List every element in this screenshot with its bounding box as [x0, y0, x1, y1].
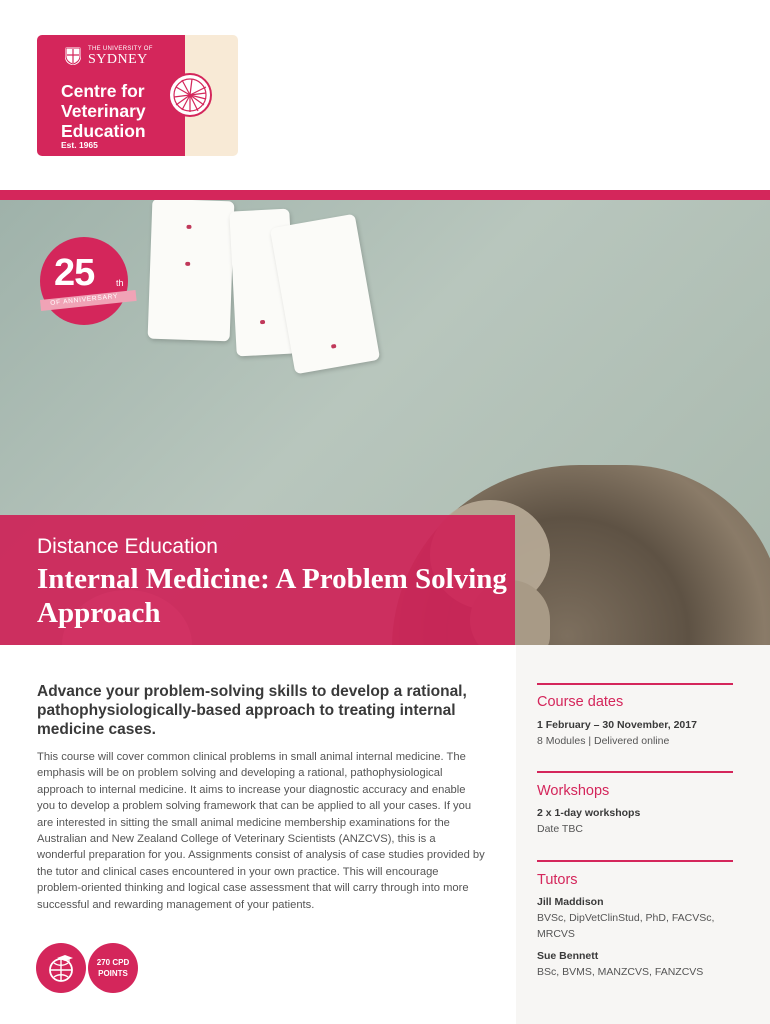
- established-label: Est. 1965: [61, 140, 98, 150]
- online-learning-icon: [36, 943, 86, 993]
- workshops-rule: [537, 771, 733, 773]
- university-crest-icon: [65, 47, 81, 65]
- course-title: Internal Medicine: A Problem Solving Approach: [37, 563, 507, 629]
- test-kit-1: [148, 200, 235, 341]
- test-kit-1-mark: [186, 225, 191, 229]
- cpd-label: [88, 957, 138, 979]
- university-small-label: THE UNIVERSITY OF: [88, 46, 153, 52]
- workshops-count: 2 x 1-day workshops: [537, 807, 641, 819]
- anniversary-suffix: th: [116, 278, 124, 288]
- course-dates-value: 1 February – 30 November, 2017: [537, 719, 697, 731]
- cpd-label-line-2: POINTS: [98, 969, 128, 978]
- intro-body: This course will cover common clinical problems in small animal internal medicine. The emphasis will be on problem solving and developing a rational, pathophysiological approach to internal medicine. It aims to increase your diagnostic accuracy and enable you to develop a problem solving framework that can be applied to all your cases. If you are interested in sitting the small animal medicine membership examinations for the Australian and New Zealand College of Veterinary Scientists (ANZCVS), this is a wonderful preparation for you. Assignments consist of analysis of case studies provided by the tutor and clinical cases encountered in your own practice. This will encourage problem-oriented thinking and logical case assessment that will carry through into more successful and rewarding management of your patients.: [37, 751, 485, 911]
- course-subtitle: Distance Education: [37, 535, 218, 558]
- course-dates-heading: Course dates: [537, 694, 624, 710]
- test-kit-1-mark-2: [185, 262, 190, 266]
- intro-lead: Advance your problem-solving skills to develop a rational, pathophysiologically-based approach to treating internal medicine cases.: [37, 683, 467, 738]
- top-divider: [0, 190, 770, 200]
- centre-logo: [37, 35, 238, 156]
- test-kit-2-mark: [260, 320, 265, 324]
- tutors-rule: [537, 860, 733, 862]
- shell-icon: [168, 73, 212, 117]
- tutor-name: Sue Bennett: [537, 950, 599, 962]
- university-name: SYDNEY: [88, 52, 148, 67]
- tutor-name: Jill Maddison: [537, 896, 604, 908]
- centre-title-line-3: Education: [61, 121, 146, 141]
- course-dates-details: 8 Modules | Delivered online: [537, 735, 670, 747]
- tutor-credentials: BVSc, DipVetClinStud, PhD, FACVSc, MRCVS: [537, 912, 715, 940]
- centre-title-line-2: Veterinary: [61, 101, 146, 121]
- workshops-heading: Workshops: [537, 783, 610, 799]
- anniversary-ribbon-text: OF ANNIVERSARY: [50, 292, 119, 307]
- course-dates-rule: [537, 683, 733, 685]
- centre-title-line-1: Centre for: [61, 81, 145, 101]
- anniversary-number: 25: [54, 252, 95, 294]
- tutors-heading: Tutors: [537, 872, 578, 888]
- centre-title: [61, 81, 146, 141]
- test-kit-3-mark: [331, 344, 337, 349]
- tutor-credentials: BSc, BVMS, MANZCVS, FANZCVS: [537, 966, 704, 978]
- cpd-label-line-1: 270 CPD: [96, 958, 130, 967]
- workshops-date: Date TBC: [537, 823, 583, 835]
